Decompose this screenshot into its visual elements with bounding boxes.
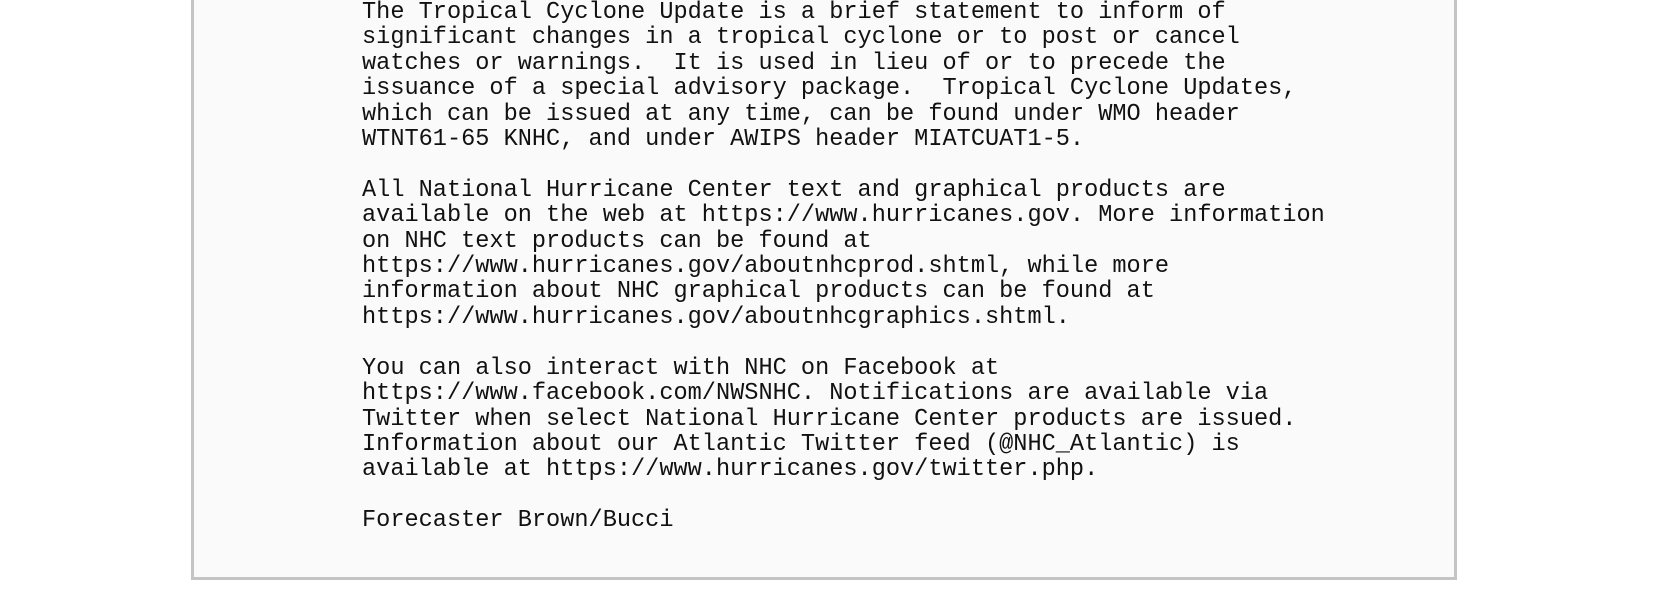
paragraph-tcu-description: The Tropical Cyclone Update is a brief statement to inform of significant changes in a tropical cyclone or to post or cancel watches or warnings. It is used in lieu of or to precede the issuance of a special advisory package. Tropical Cyclone Updates, which can be issued at any time, can be found under WMO header WTNT61-65 KNHC, and under AWIPS header MIATCUAT1-5. [362, 0, 1297, 154]
forecaster-signature: Forecaster Brown/Bucci [362, 507, 674, 535]
paragraph-nhc-products: All National Hurricane Center text and graphical products are available on the web at https://www.hurricanes.gov. More information on NHC text products can be found at https://www.hurricanes.gov/aboutnhcprod.shtml, while more information about NHC graphical products can be found at https://www.hurricanes.gov/aboutnhcgraphics.shtml. [362, 176, 1325, 331]
product-text [362, 0, 1325, 534]
paragraph-social-media: You can also interact with NHC on Facebook at https://www.facebook.com/NWSNHC. Notifications are available via Twitter when select National Hurricane Center products are issued. Information about our Atlantic Twitter feed (@NHC_Atlantic) is available at https://www.hurricanes.gov/twitter.php. [362, 354, 1297, 484]
